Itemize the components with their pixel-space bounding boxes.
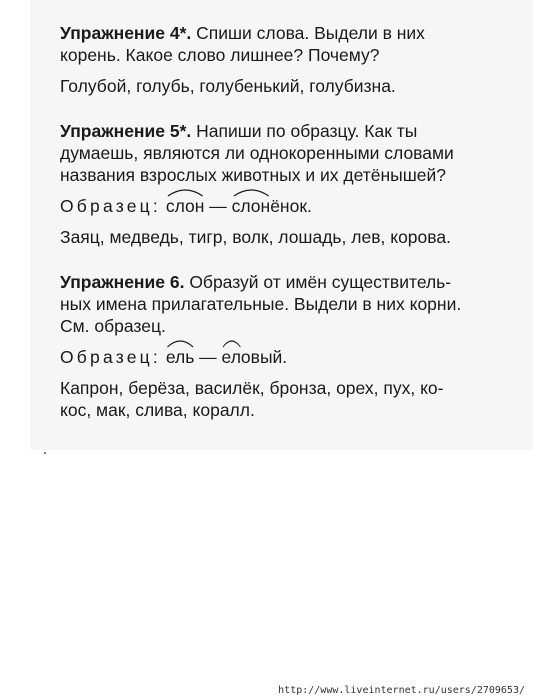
exercise-5 [60,120,500,248]
sample-word-suffix: овый. [240,347,288,367]
root-arc-icon [222,338,241,348]
exercise-6 [60,271,500,421]
exercise-4-line-2: корень. Какое слово лишнее? Почему? [60,45,380,65]
root-arc-icon [232,187,271,197]
scan-speck [44,452,46,454]
exercise-4 [60,22,500,97]
exercise-6-words-line-1: Капрон, берёза, василёк, бронза, орех, пух, ко- [60,378,444,398]
exercise-6-words-line-2: кос, мак, слива, коралл. [60,400,255,420]
exercise-4-words: Голубой, голубь, голубенький, голубизна. [60,76,396,96]
sample-word-suffix: ёнок. [270,196,312,216]
exercise-5-task-start: Напиши по образцу. Как ты [191,121,418,141]
root-arc-icon [166,187,205,197]
exercise-6-line-2: ных имена прилагательные. Выдели в них корни. [60,294,462,314]
exercise-4-title: Упражнение 4*. [60,23,192,43]
root-mark-slon [166,195,205,217]
textbook-page [60,22,500,421]
exercise-5-sample [60,195,500,217]
exercise-4-task-start: Спиши слова. Выдели в них [191,23,425,43]
exercise-6-title: Упражнение 6. [60,272,185,292]
sample-dash: — [194,347,222,367]
watermark-url[interactable]: http://www.liveinternet.ru/users/2709653/ [278,685,525,696]
sample-word-root: слон [231,196,271,216]
exercise-4-line-1 [60,22,500,44]
exercise-6-line-3: См. образец. [60,316,166,336]
exercise-5-words: Заяц, медведь, тигр, волк, лошадь, лев, корова. [60,227,451,247]
sample-dash: — [204,196,232,216]
sample-word-root: ел [221,347,241,367]
root-mark-slonenok [232,195,271,217]
exercise-6-sample [60,346,500,368]
sample-word-root: слон [165,196,205,216]
sample-word-root: ель [165,347,195,367]
root-mark-el [166,346,194,368]
exercise-6-task-start: Образуй от имён существитель- [184,272,452,292]
sample-label: Образец: [60,347,161,367]
root-mark-elovyi [222,346,241,368]
root-arc-icon [166,338,194,348]
exercise-5-line-2: думаешь, являются ли однокоренными словами [60,143,454,163]
exercise-5-title: Упражнение 5*. [60,121,192,141]
sample-label: Образец: [60,196,161,216]
exercise-6-line-1 [60,271,500,293]
exercise-5-line-3: названия взрослых животных и их детёнышей? [60,165,447,185]
exercise-5-line-1 [60,120,500,142]
